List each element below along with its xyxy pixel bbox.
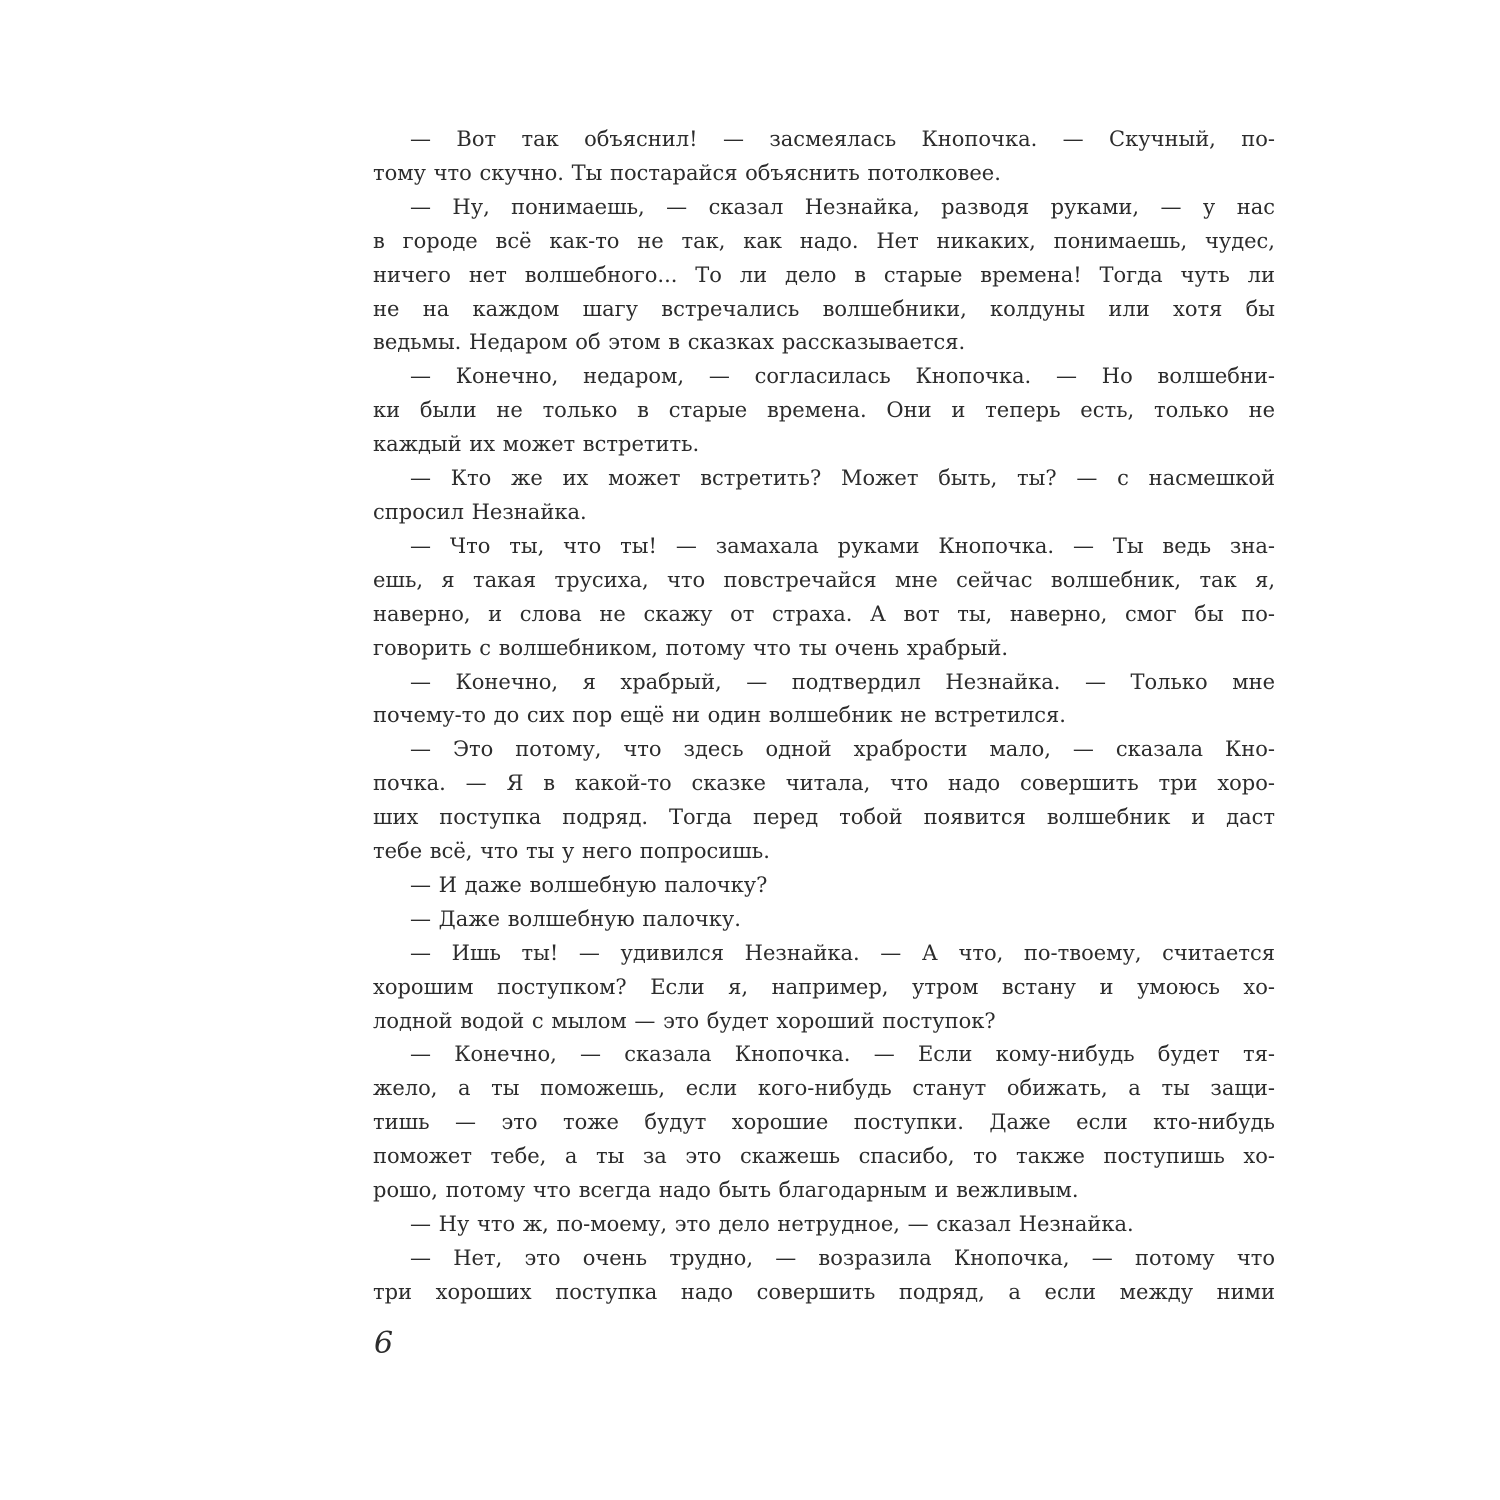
text-line: — Конечно, недаром, — согласилась Кнопочка. — Но волшебни- <box>410 364 1275 389</box>
text-line: тебе всё, что ты у него попросишь. <box>373 839 770 864</box>
text-line: не на каждом шагу встречались волшебники, колдуны или хотя бы <box>373 296 1275 321</box>
paragraph <box>373 1208 1275 1242</box>
paragraph <box>373 360 1275 462</box>
text-line: — Вот так объяснил! — засмеялась Кнопочка. — Скучный, по- <box>410 127 1275 151</box>
paragraph <box>373 1242 1275 1310</box>
text-line: рошо, потому что всегда надо быть благодарным и вежливым. <box>373 1178 1079 1203</box>
text-line: — Что ты, что ты! — замахала руками Кнопочка. — Ты ведь зна- <box>410 533 1275 558</box>
text-line: — Кто же их может встретить? Может быть, ты? — с насмешкой <box>410 466 1275 491</box>
text-line: — Даже волшебную палочку. <box>410 906 741 931</box>
text-line: — Ну, понимаешь, — сказал Незнайка, разводя руками, — у нас <box>410 194 1275 219</box>
text-line: почка. — Я в какой-то сказке читала, что надо совершить три хоро- <box>373 771 1275 796</box>
text-line: — Ну что ж, по-моему, это дело нетрудное, — сказал Незнайка. <box>410 1212 1134 1236</box>
text-line: лодной водой с мылом — это будет хороший поступок? <box>373 1008 996 1033</box>
paragraph <box>373 123 1275 191</box>
paragraph <box>373 1038 1275 1208</box>
text-line: наверно, и слова не скажу от страха. А вот ты, наверно, смог бы по- <box>373 601 1275 626</box>
text-line: — Нет, это очень трудно, — возразила Кнопочка, — потому что <box>410 1245 1275 1270</box>
paragraph <box>373 937 1275 1039</box>
text-line: — Ишь ты! — удивился Незнайка. — А что, по-твоему, считается <box>410 940 1275 965</box>
text-line: каждый их может встретить. <box>373 432 700 457</box>
paragraph <box>373 462 1275 530</box>
paragraph <box>373 530 1275 666</box>
text-line: почему-то до сих пор ещё ни один волшебник не встретился. <box>373 703 1066 728</box>
text-line: ших поступка подряд. Тогда перед тобой появится волшебник и даст <box>373 805 1275 830</box>
body-text <box>373 123 1275 1310</box>
text-line: говорить с волшебником, потому что ты очень храбрый. <box>373 635 1008 660</box>
text-line: в городе всё как-то не так, как надо. Нет никаких, понимаешь, чудес, <box>373 228 1275 253</box>
paragraph <box>373 191 1275 361</box>
text-line: хорошим поступком? Если я, например, утром встану и умоюсь хо- <box>373 974 1275 999</box>
paragraph <box>373 903 1275 937</box>
text-line: спросил Незнайка. <box>373 499 587 524</box>
paragraph <box>373 666 1275 734</box>
text-line: — Конечно, я храбрый, — подтвердил Незнайка. — Только мне <box>410 669 1275 694</box>
text-line: тишь — это тоже будут хорошие поступки. Даже если кто-нибудь <box>373 1110 1275 1135</box>
paragraph <box>373 733 1275 869</box>
text-line: — Это потому, что здесь одной храбрости мало, — сказала Кно- <box>410 737 1275 762</box>
text-line: поможет тебе, а ты за это скажешь спасибо, то также поступишь хо- <box>373 1144 1275 1169</box>
text-line: — И даже волшебную палочку? <box>410 872 768 897</box>
text-line: ведьмы. Недаром об этом в сказках рассказывается. <box>373 330 966 355</box>
text-line: ничего нет волшебного... То ли дело в старые времена! Тогда чуть ли <box>373 262 1275 287</box>
paragraph <box>373 869 1275 903</box>
text-line: ешь, я такая трусиха, что повстречайся мне сейчас волшебник, так я, <box>373 567 1275 592</box>
text-line: жело, а ты поможешь, если кого-нибудь станут обижать, а ты защи- <box>373 1076 1275 1101</box>
text-line: три хороших поступка надо совершить подряд, а если между ними <box>373 1279 1275 1304</box>
text-line: — Конечно, — сказала Кнопочка. — Если кому-нибудь будет тя- <box>410 1042 1275 1067</box>
page-number: 6 <box>374 1326 394 1361</box>
text-line: тому что скучно. Ты постарайся объяснить потолковее. <box>373 160 1001 185</box>
text-line: ки были не только в старые времена. Они и теперь есть, только не <box>373 398 1275 423</box>
